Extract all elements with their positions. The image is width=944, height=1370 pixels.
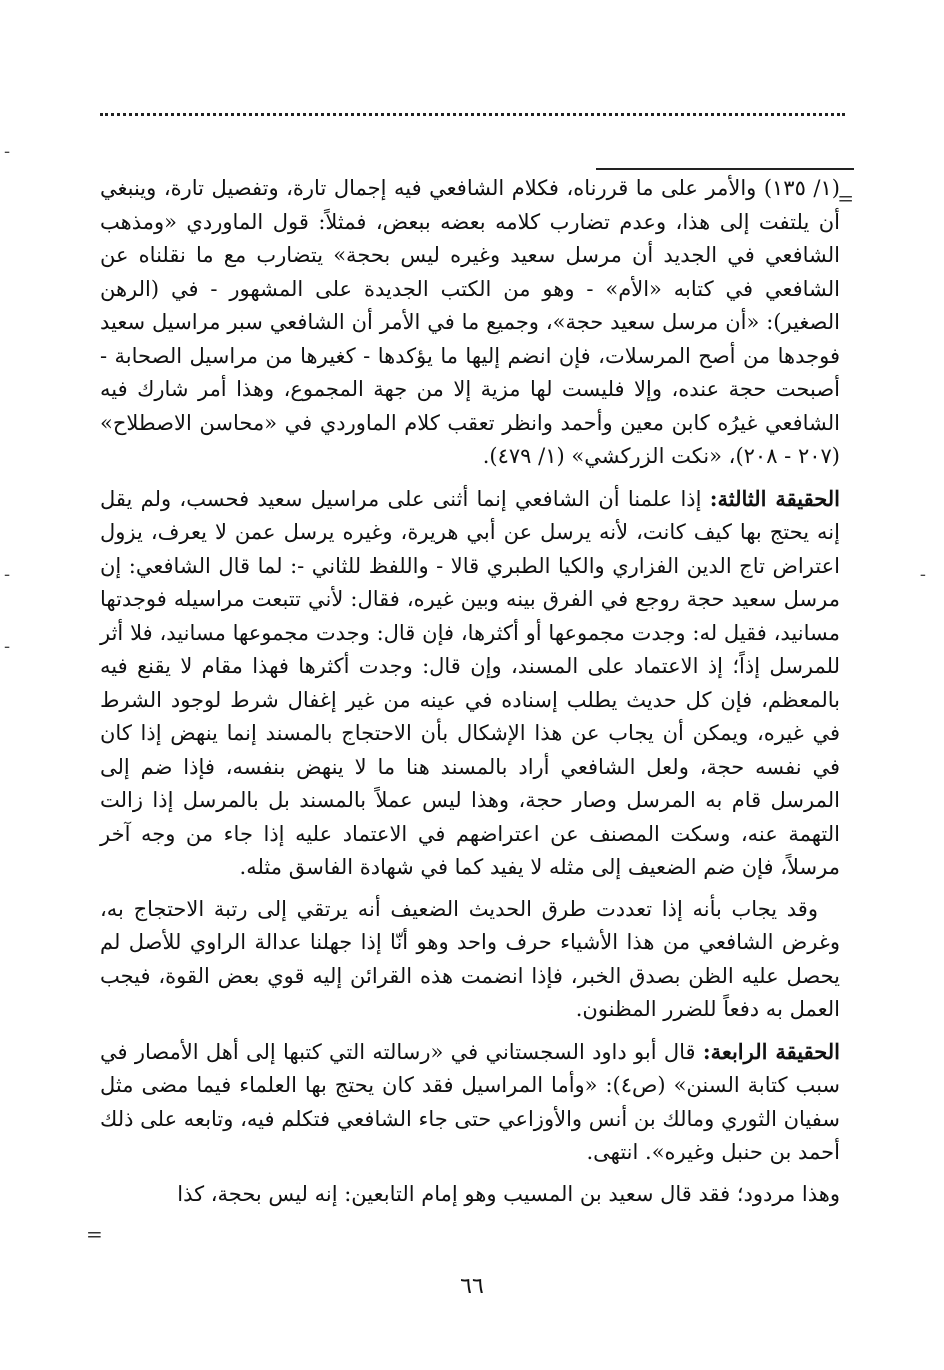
margin-tick-mark: - [4,141,11,162]
margin-tick-mark: - [4,636,11,657]
page-number: ٦٦ [460,1274,484,1299]
section-heading: الحقيقة الرابعة: [702,1038,840,1064]
paragraph-third-fact [100,482,840,885]
paragraph-text: إذا علمنا أن الشافعي إنما أثنى على مراسيل سعيد فحسب، ولم يقل إنه يحتج بها كيف كانت، لأنه يرسل عن أبي هريرة، وغيره يرسل عمن لا يعرف، يزول اعتراض تاج الدين الفزاري والكيا الطبري قالا - واللفظ للثاني -: لما قال الشافعي: إن مرسل سعيد حجة روجع في الفرق بينه وبين غيره، فقال: لأني تتبعت مراسيله فوجدتها مسانيد، فقيل له: وجدت مجموعها أو أكثرها، فإن قال: وجدت مجموعها مسانيد، فلا أثر للمرسل إذاً؛ إذ الاعتماد على المسند، وإن قال: وجدت أكثرها فهذا مقام لا يقنع فيه بالمعظم، فإن كل حديث يطلب إسناده في عينه من غير إغفال شرط لوجود الشرط في غيره، ويمكن أن يجاب عن هذا الإشكال بأن الاحتجاج بالمسند إنما ينهض إذا كان في نفسه حجة، ولعل الشافعي أراد بالمسند هنا ما لا ينهض بنفسه، فإذا ضم إلى المرسل قام به المرسل وصار حجة، وهذا ليس عملاً بالمسند بل بالمرسل إذا زالت التهمة عنه، وسكت المصنف عن اعتراضهم في الاعتماد عليه إذا جاء من وجه آخر مرسلاً، فإن ضم الضعيف إلى مثله لا يفيد كما في شهادة الفاسق مثله. [100,486,840,879]
page-body [100,172,840,1211]
footnote-text: (١/ ١٣٥) والأمر على ما قررناه، فكلام الشافعي فيه إجمال تارة، وتفصيل تارة، وينبغي أن يلتفت إلى هذا، وعدم تضارب كلامه بعضه ببعض، فمثلاً: قول الماوردي «ومذهب الشافعي في الجديد أن مرسل سعيد وغيره ليس بحجة» يتضارب مع ما نقلناه عن الشافعي في كتابه «الأم» - وهو من الكتب الجديدة على المشهور - في (الرهن الصغير): «أن مرسل سعيد حجة»، وجميع ما في الأمر أن الشافعي سبر مراسيل سعيد فوجدها من أصح المرسلات، فإن انضم إليها ما يؤكدها - كغيرها من مراسيل الصحابة - أصبحت حجة عنده، وإلا فليست لها مزية إلا من جهة المجموع، وهذا أمر شارك فيه الشافعي غيرُه كابن معين وأحمد وانظر تعقب كلام الماوردي في «محاسن الاصطلاح» (٢٠٧ - ٢٠٨)، «نكت الزركشي» (١/ ٤٧٩). [100,176,840,468]
footnote-continuation-marker: = [837,186,854,210]
paragraph-reply [100,893,840,1027]
paragraph-text: قال أبو داود السجستاني في «رسالته التي كتبها إلى أهل الأمصار في سبب كتابة السنن» (ص٤): «وأما المراسيل فقد كان يحتج بها العلماء فيما مضى مثل سفيان الثوري ومالك بن أنس والأوزاعي حتى جاء الشافعي فتكلم فيه، وتابعه على ذلك أحمد بن حنبل وغيره». انتهى. [100,1039,841,1164]
paragraph-text: وقد يجاب بأنه إذا تعددت طرق الحديث الضعيف أنه يرتقي إلى رتبة الاحتجاج به، وغرض الشافعي من هذا الأشياء حرف واحد وهو أنّا إذا جهلنا عدالة الراوي للأصل لم يحصل عليه الظن بصدق الخبر، فإذا انضمت هذه القرائن إليه قوي بعض القوة، فيجب العمل به دفعاً للضرر المظنون. [100,896,840,1021]
continuation-marker: = [86,1222,103,1246]
paragraph-fourth-fact [100,1035,840,1170]
footnote-separator-rule [596,168,854,170]
section-heading: الحقيقة الثالثة: [709,485,840,511]
paragraph-rebuttal: وهذا مردود؛ فقد قال سعيد بن المسيب وهو إمام التابعين: إنه ليس بحجة، كذا [177,1181,840,1206]
header-dotted-rule [100,113,845,116]
margin-tick-mark: - [4,564,11,585]
margin-tick-mark: - [919,564,926,585]
